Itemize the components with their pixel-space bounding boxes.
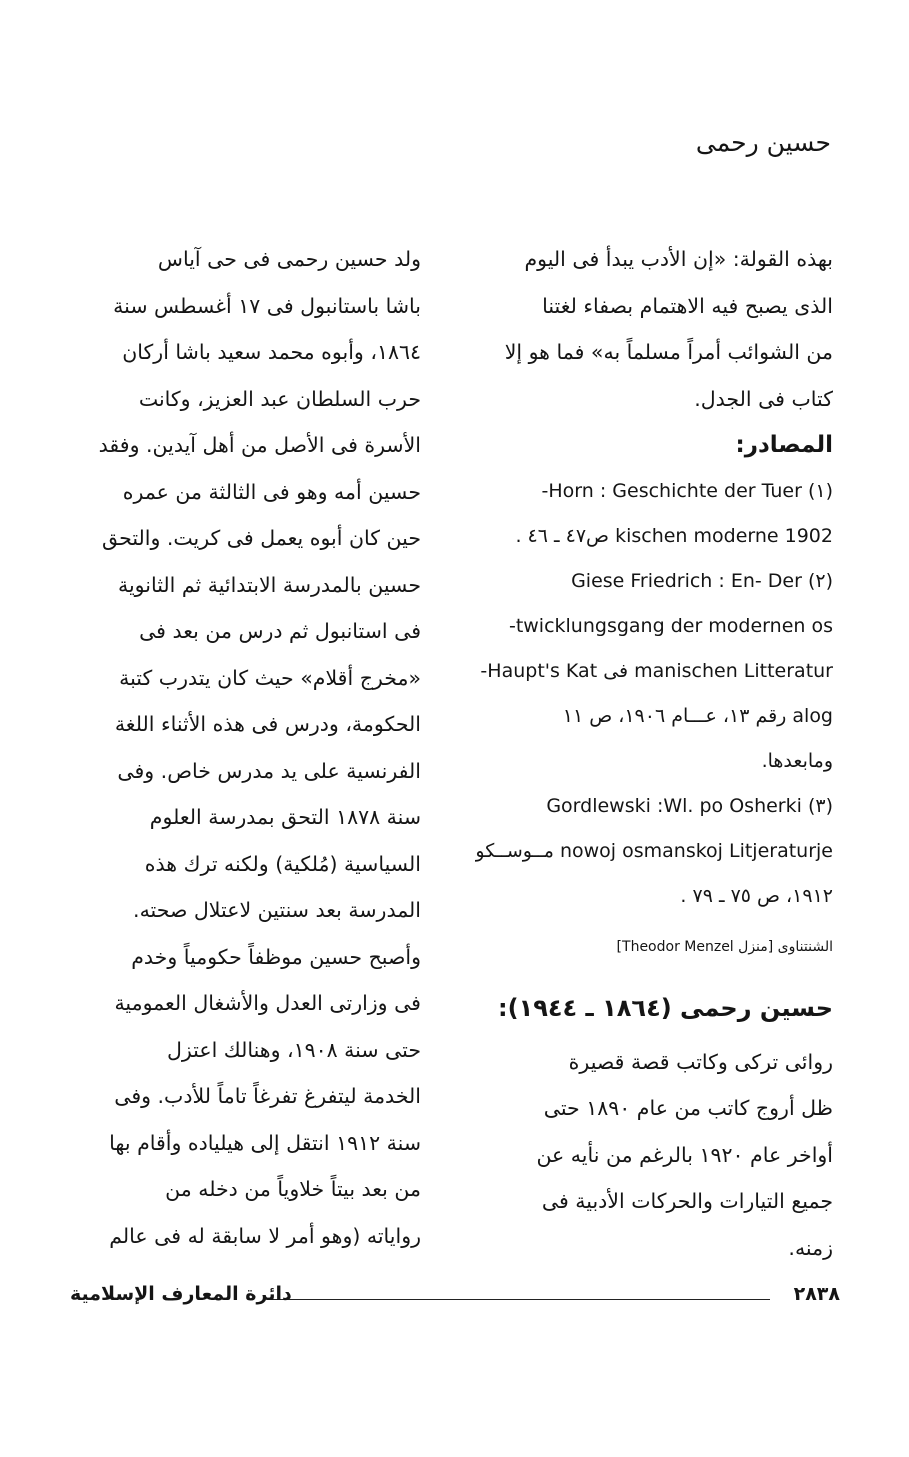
- text-line: الذى يصبح فيه الاهتمام بصفاء لغتنا: [542, 293, 833, 318]
- text-line: ظل أروج كاتب من عام ١٨٩٠ حتى: [543, 1096, 833, 1120]
- source-line: kischen moderne 1902 ص٤٧ ـ ٤٦ .: [515, 524, 833, 547]
- running-head: حسين رحمى: [695, 128, 831, 157]
- page-number: ٢٨٣٨: [793, 1283, 840, 1305]
- text-line: ولد حسين رحمى فى حى آياس: [157, 247, 421, 271]
- article-intro: [475, 1039, 833, 1272]
- text-line: فى استانبول ثم درس من بعد فى: [139, 619, 421, 643]
- article-author: الشنتناوى [منزل Theodor Menzel]: [616, 938, 833, 955]
- text-line: «مخرج أقلام» حيث كان يتدرب كتبة: [119, 665, 421, 690]
- text-line: ١٨٦٤، وأبوه محمد سعيد باشا أركان: [122, 340, 421, 364]
- source-line: alog رقم ١٣، عـــام ١٩٠٦، ص ١١: [562, 704, 833, 727]
- source-line: (٢) Giese Friedrich : En- Der: [571, 569, 833, 592]
- text-line: حتى سنة ١٩٠٨، وهنالك اعتزل: [166, 1037, 421, 1062]
- left-column: [59, 236, 421, 1259]
- text-line: زمنه.: [788, 1235, 833, 1260]
- footer-title: دائرة المعارف الإسلامية: [70, 1283, 292, 1305]
- text-line: حين كان أبوه يعمل فى كريت. والتحق: [102, 526, 421, 550]
- source-line: (١) Horn : Geschichte der Tuer-: [541, 479, 833, 502]
- source-line: twicklungsgang der modernen os-: [508, 614, 833, 637]
- text-line: باشا باستانبول فى ١٧ أغسطس سنة: [113, 293, 421, 318]
- text-line: سنة ١٩١٢ انتقل إلى هيلياده وأقام بها: [109, 1130, 421, 1155]
- sources-list: [475, 469, 833, 919]
- source-line: nowoj osmanskoj Litjeraturje مــوســكو: [475, 839, 833, 862]
- text-line: جميع التيارات والحركات الأدبية فى: [541, 1189, 833, 1213]
- text-line: الأسرة فى الأصل من أهل آيدين. وفقد: [98, 433, 421, 457]
- text-line: بهذه القولة: «إن الأدب يبدأ فى اليوم: [524, 247, 833, 271]
- text-line: الحكومة، ودرس فى هذه الأثناء اللغة: [114, 712, 421, 736]
- source-line: ومابعدها.: [761, 749, 833, 772]
- article-heading: حسين رحمى (١٨٦٤ ـ ١٩٤٤):: [498, 993, 833, 1022]
- right-column: [475, 236, 833, 1271]
- text-line: حرب السلطان عبد العزيز، وكانت: [138, 386, 421, 411]
- text-line: السياسية (مُلكية) ولكنه ترك هذه: [144, 851, 421, 876]
- sources-heading: المصادر:: [735, 432, 833, 458]
- right-column-intro: [475, 236, 833, 422]
- source-line: (٣) Gordlewski :Wl. po Osherki: [546, 794, 833, 817]
- left-column-text: [59, 236, 421, 1259]
- text-line: رواياته (وهو أمر لا سابقة له فى عالم: [109, 1223, 421, 1248]
- text-line: حسين بالمدرسة الابتدائية ثم الثانوية: [117, 572, 421, 597]
- text-line: روائى تركى وكاتب قصة قصيرة: [568, 1049, 833, 1074]
- footer-rule: [270, 1299, 770, 1300]
- text-line: المدرسة بعد سنتين لاعتلال صحته.: [133, 898, 421, 922]
- text-line: الخدمة ليتفرغ تفرغاً تاماً للأدب. وفى: [114, 1084, 421, 1108]
- text-line: كتاب فى الجدل.: [694, 386, 833, 411]
- text-line: من بعد بيتاً خلاوياً من دخله من: [165, 1177, 421, 1201]
- source-line: ١٩١٢، ص ٧٥ ـ ٧٩ .: [680, 884, 833, 907]
- source-line: manischen Litteratur فى Haupt's Kat-: [480, 659, 833, 682]
- page-footer: [70, 1283, 840, 1317]
- text-line: من الشوائب أمراً مسلماً به» فما هو إلا: [504, 340, 833, 364]
- text-line: وأصبح حسين موظفاً حكومياً وخدم: [131, 944, 421, 969]
- text-line: أواخر عام ١٩٢٠ بالرغم من نأيه عن: [536, 1142, 833, 1167]
- text-line: فى وزارتى العدل والأشغال العمومية: [114, 991, 421, 1015]
- text-line: الفرنسية على يد مدرس خاص. وفى: [117, 758, 421, 783]
- text-line: حسين أمه وهو فى الثالثة من عمره: [122, 479, 421, 504]
- text-line: سنة ١٨٧٨ التحق بمدرسة العلوم: [149, 805, 421, 829]
